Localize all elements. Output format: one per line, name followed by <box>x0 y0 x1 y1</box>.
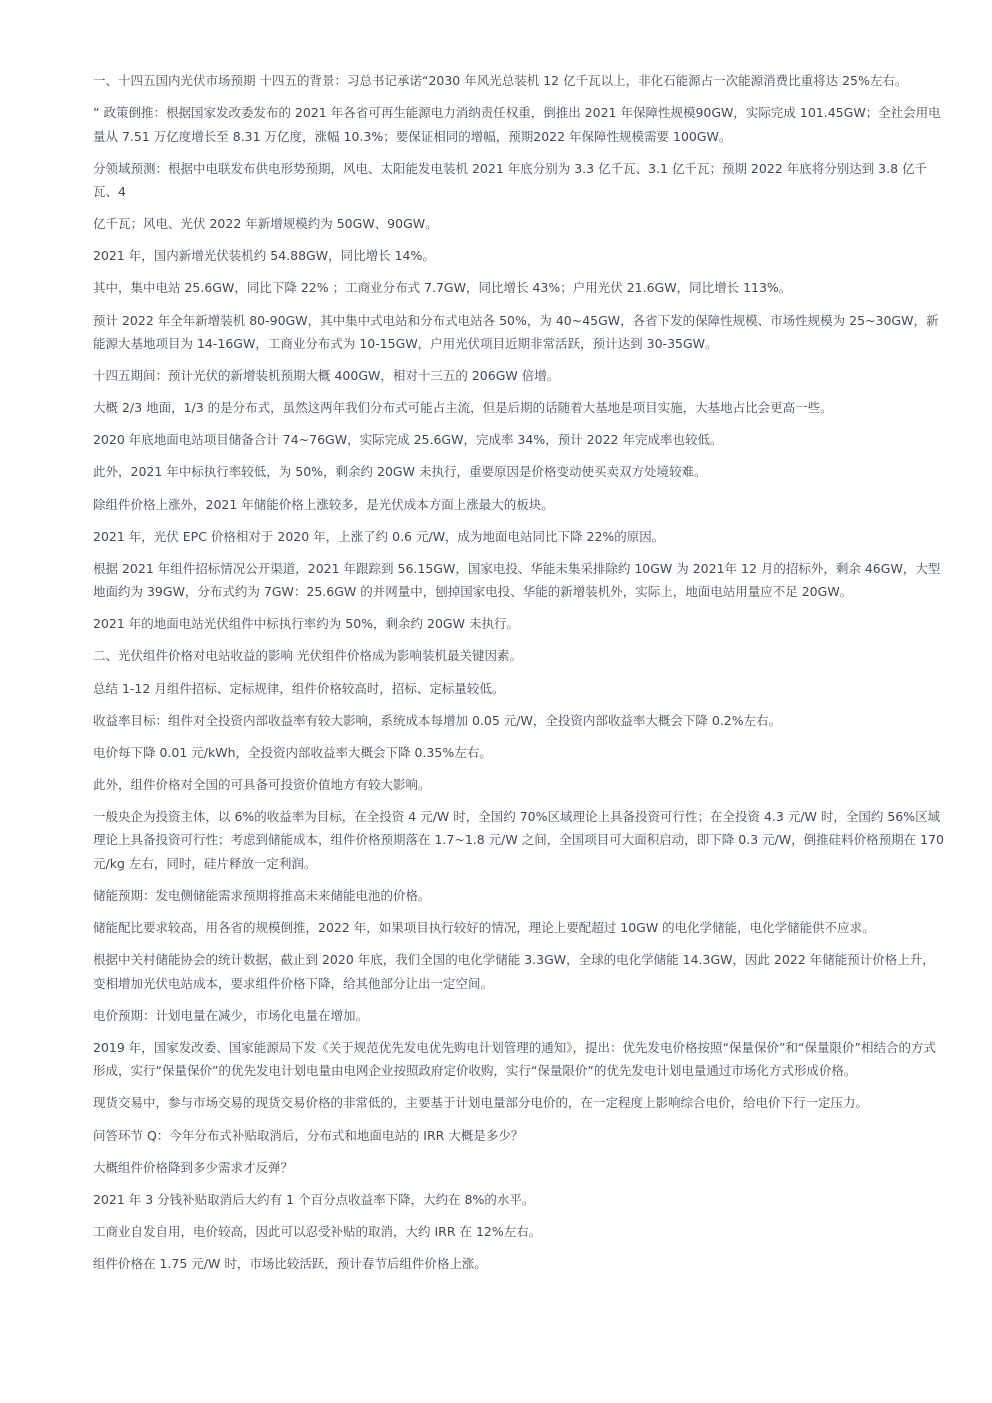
paragraph-15: 2021 年的地面电站光伏组件中标执行率约为 50%，剩余约 20GW 未执行。 <box>93 616 519 632</box>
paragraph-20: 此外，组件价格对全国的可具备可投资价值地方有较大影响。 <box>93 776 431 792</box>
paragraph-14: 根据 2021 年组件招标情况公开渠道，2021 年跟踪到 56.15GW，国家电投、华能未集采排除约 10GW 为 2021年 12 月的招标外，剩余 46GW，大型地面约为 39GW，分布式约为 7GW：25.6GW 的并网量中，刨掉国家电投、华能的新增装机外，实际上，地面电站用量应不足 20GW。 <box>93 560 941 600</box>
paragraph-26: 2019 年，国家发改委、国家能源局下发《关于规范优先发电优先购电计划管理的通知》，提出：优先发电价格按照“保量保价”和“保量限价”相结合的方式形成，实行“保量保价”的优先发电计划电量由电网企业按照政府定价收购，实行“保量限价”的优先发电计划电量通过市场化方式形成价格。 <box>93 1039 936 1079</box>
paragraph-6: 其中，集中电站 25.6GW，同比下降 22% ；工商业分布式 7.7GW，同比增长 43%；户用光伏 21.6GW，同比增长 113%。 <box>93 280 792 296</box>
qa-answer-2: 工商业自发自用，电价较高，因此可以忍受补贴的取消，大约 IRR 在 12%左右。 <box>93 1223 542 1239</box>
paragraph-23: 储能配比要求较高，用各省的规模倒推，2022 年，如果项目执行较好的情况，理论上要配超过 10GW 的电化学储能，电化学储能供不应求。 <box>93 920 875 936</box>
paragraph-5: 2021 年，国内新增光伏装机约 54.88GW，同比增长 14%。 <box>93 248 435 264</box>
paragraph-2: ” 政策倒推：根据国家发改委发布的 2021 年各省可再生能源电力消纳责任权重，倒推出 2021 年保障性规模90GW，实际完成 101.45GW；全社会用电量从 7.51 万亿度增长至 8.31 万亿度，涨幅 10.3%；要保证相同的增幅，预期2022 年保障性规模需要 100GW。 <box>93 105 941 144</box>
paragraph-9: 大概 2/3 地面，1/3 的是分布式，虽然这两年我们分布式可能占主流，但是后期的话随着大基地是项目实施，大基地占比会更高一些。 <box>93 400 833 416</box>
paragraph-21: 一般央企为投资主体，以 6%的收益率为目标，在全投资 4 元/W 时，全国约 70%区域理论上具备投资可行性；在全投资 4.3 元/W 时，全国约 56%区域理论上具备投资可行性；考虑到储能成本，组件价格预期落在 1.7~1.8 元/W 之间，全国项目可大面积启动，即下降 0.3 元/W，倒推硅料价格预期在 170 元/kg 左右，同时，硅片释放一定利润。 <box>93 808 944 871</box>
qa-answer-3: 组件价格在 1.75 元/W 时，市场比较活跃，预计春节后组件价格上涨。 <box>93 1255 487 1271</box>
paragraph-25: 电价预期：计划电量在减少，市场化电量在增加。 <box>93 1007 369 1023</box>
paragraph-8: 十四五期间：预计光伏的新增装机预期大概 400GW，相对十三五的 206GW 倍增。 <box>93 368 560 384</box>
paragraph-13: 2021 年，光伏 EPC 价格相对于 2020 年，上涨了约 0.6 元/W，成为地面电站同比下降 22%的原因。 <box>93 528 665 544</box>
paragraph-4: 亿千瓦；风电、光伏 2022 年新增规模约为 50GW、90GW。 <box>93 216 438 232</box>
document-body <box>93 69 945 1284</box>
paragraph-17: 总结 1-12 月组件招标、定标规律，组件价格较高时，招标、定标量较低。 <box>93 680 505 696</box>
qa-question-2: 大概组件价格降到多少需求才反弹？ <box>93 1159 294 1175</box>
paragraph-22: 储能预期：发电侧储能需求预期将推高未来储能电池的价格。 <box>93 887 431 903</box>
qa-question-1: 问答环节 Q：今年分布式补贴取消后，分布式和地面电站的 IRR 大概是多少？ <box>93 1127 524 1143</box>
paragraph-10: 2020 年底地面电站项目储备合计 74~76GW，实际完成 25.6GW，完成率 34%，预计 2022 年完成率也较低。 <box>93 432 723 448</box>
paragraph-27: 现货交易中，参与市场交易的现货交易价格的非常低的，主要基于计划电量部分电价的，在一定程度上影响综合电价，给电价下行一定压力。 <box>93 1095 869 1111</box>
paragraph-7: 预计 2022 年全年新增装机 80-90GW，其中集中式电站和分布式电站各 50%，为 40~45GW，各省下发的保障性规模、市场性规模为 25~30GW，新能源大基地项目为 14-16GW，工商业分布式为 10-15GW，户用光伏项目近期非常活跃，预计达到 30-35GW。 <box>93 312 939 352</box>
paragraph-1: 一、十四五国内光伏市场预期 十四五的背景：习总书记承诺“2030 年风光总装机 12 亿千瓦以上，非化石能源占一次能源消费比重将达 25%左右。 <box>93 73 908 88</box>
paragraph-12: 除组件价格上涨外，2021 年储能价格上涨较多，是光伏成本方面上涨最大的板块。 <box>93 496 554 512</box>
qa-answer-1: 2021 年 3 分钱补贴取消后大约有 1 个百分点收益率下降，大约在 8%的水平。 <box>93 1191 535 1207</box>
paragraph-3: 分领域预测：根据中电联发布供电形势预期，风电、太阳能发电装机 2021 年底分别为 3.3 亿千瓦、3.1 亿千瓦；预期 2022 年底将分别达到 3.8 亿千瓦、4 <box>93 160 928 200</box>
paragraph-11: 此外，2021 年中标执行率较低，为 50%，剩余约 20GW 未执行，重要原因是价格变动使买卖双方处境较难。 <box>93 464 707 480</box>
paragraph-18: 收益率目标：组件对全投资内部收益率有较大影响，系统成本每增加 0.05 元/W，全投资内部收益率大概会下降 0.2%左右。 <box>93 712 782 728</box>
paragraph-19: 电价每下降 0.01 元/kWh，全投资内部收益率大概会下降 0.35%左右。 <box>93 744 492 760</box>
section-heading-2: 二、光伏组件价格对电站收益的影响 光伏组件价格成为影响装机最关键因素。 <box>93 648 522 664</box>
paragraph-24: 根据中关村储能协会的统计数据，截止到 2020 年底，我们全国的电化学储能 3.3GW，全球的电化学储能 14.3GW，因此 2022 年储能预计价格上升，变相增加光伏电站成本，要求组件价格下降，给其他部分让出一定空间。 <box>93 952 935 991</box>
